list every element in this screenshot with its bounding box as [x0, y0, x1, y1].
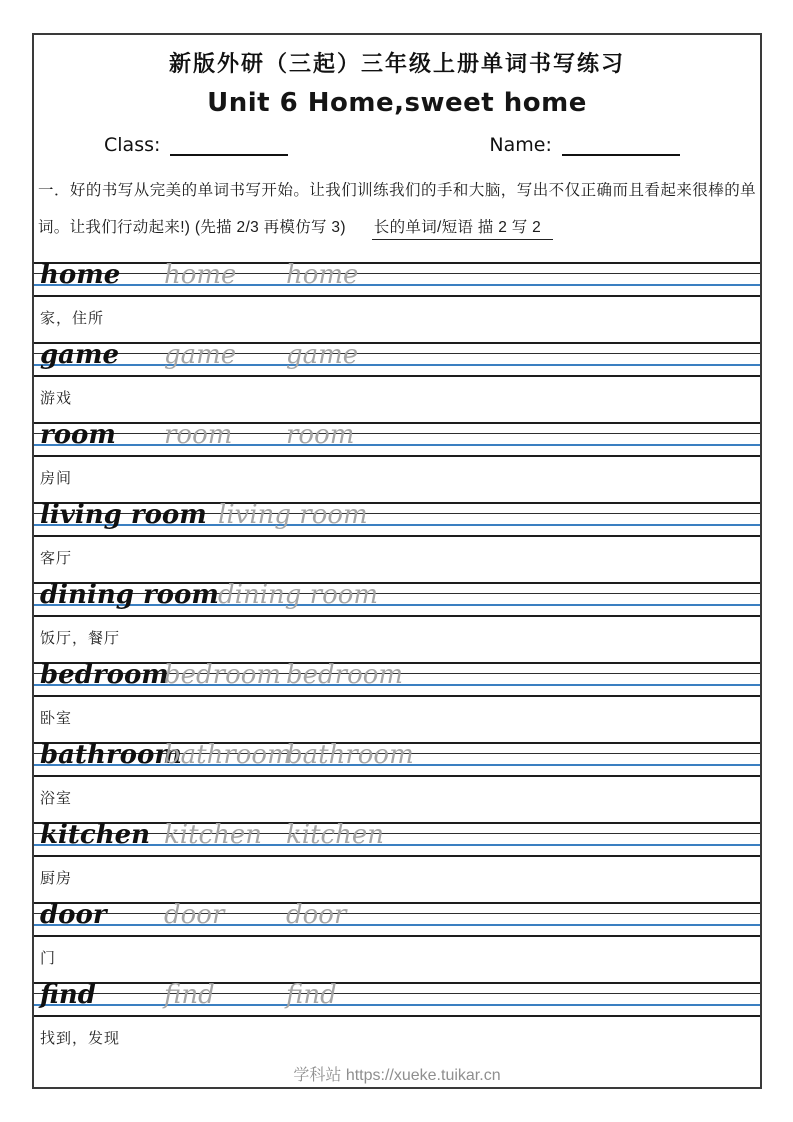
staff-line-baseline-blue [34, 364, 760, 366]
staff-line-top [34, 902, 760, 904]
writing-staff [34, 422, 760, 457]
word-trace: door [164, 900, 225, 930]
staff-line-top [34, 982, 760, 984]
page-title: 新版外研（三起）三年级上册单词书写练习 [168, 51, 625, 76]
unit-subtitle: Unit 6 Home,sweet home [207, 88, 587, 118]
word-trace: find [164, 980, 215, 1010]
word-trace: bedroom [164, 660, 282, 690]
word-meaning: 找到，发现 [40, 1031, 121, 1047]
name-blank-line [562, 132, 680, 156]
word-meaning: 客厅 [40, 551, 73, 567]
staff-line-middle [34, 433, 760, 434]
staff-line-middle [34, 353, 760, 354]
word-sample: bedroom [40, 660, 169, 690]
staff-line-top [34, 342, 760, 344]
class-group [104, 132, 288, 156]
staff-line-bottom [34, 695, 760, 697]
writing-staff [34, 822, 760, 857]
word-trace: room [286, 420, 355, 450]
word-sample: living room [40, 500, 207, 530]
class-name-row [34, 132, 760, 156]
watermark-text: 学科站 https://xueke.tuikar.cn [293, 1067, 501, 1084]
writing-staff [34, 502, 760, 537]
staff-line-top [34, 422, 760, 424]
word-sample: dining room [40, 580, 219, 610]
word-trace: bathroom [164, 740, 292, 770]
staff-line-bottom [34, 295, 760, 297]
word-sample: game [40, 340, 120, 370]
word-sample: bathroom [40, 740, 182, 770]
word-trace: home [286, 260, 359, 290]
staff-line-bottom [34, 375, 760, 377]
staff-line-baseline-blue [34, 284, 760, 286]
practice-row [34, 262, 760, 328]
practice-row [34, 822, 760, 888]
class-label: Class: [104, 134, 161, 156]
staff-line-bottom [34, 855, 760, 857]
staff-line-bottom [34, 455, 760, 457]
page-border [32, 33, 762, 1089]
practice-row [34, 582, 760, 648]
word-sample: find [40, 980, 96, 1010]
staff-line-bottom [34, 1015, 760, 1017]
writing-staff [34, 582, 760, 617]
word-meaning: 饭厅，餐厅 [40, 631, 121, 647]
writing-staff [34, 982, 760, 1017]
class-blank-line [170, 132, 288, 156]
word-trace: home [164, 260, 237, 290]
word-trace: kitchen [286, 820, 384, 850]
word-meaning: 家，住所 [40, 311, 105, 327]
practice-row [34, 422, 760, 488]
word-sample: kitchen [40, 820, 151, 850]
staff-line-bottom [34, 535, 760, 537]
practice-row [34, 342, 760, 408]
word-trace: bedroom [286, 660, 404, 690]
writing-staff [34, 902, 760, 937]
staff-line-bottom [34, 775, 760, 777]
staff-line-bottom [34, 615, 760, 617]
instructions-main: 一．好的书写从完美的单词书写开始。让我们训练我们的手和大脑，写出不仅正确而且看起来很棒的单词。让我们行动起来!) (先描 2/3 再模仿写 3) [38, 182, 756, 236]
word-trace: game [164, 340, 237, 370]
word-trace: living room [218, 500, 368, 530]
staff-line-middle [34, 913, 760, 914]
instructions-text [34, 172, 760, 246]
word-sample: room [40, 420, 116, 450]
practice-row [34, 662, 760, 728]
staff-line-baseline-blue [34, 1004, 760, 1006]
word-meaning: 厨房 [40, 871, 73, 887]
practice-row [34, 742, 760, 808]
word-sample: home [40, 260, 121, 290]
staff-line-bottom [34, 935, 760, 937]
name-group [489, 132, 679, 156]
word-sample: door [40, 900, 107, 930]
word-meaning: 浴室 [40, 791, 73, 807]
writing-staff [34, 662, 760, 697]
name-label: Name: [489, 134, 552, 156]
practice-row [34, 982, 760, 1048]
writing-staff [34, 342, 760, 377]
staff-line-top [34, 262, 760, 264]
word-meaning: 房间 [40, 471, 73, 487]
word-trace: dining room [218, 580, 379, 610]
practice-rows [34, 262, 760, 1048]
word-trace: kitchen [164, 820, 262, 850]
practice-row [34, 502, 760, 568]
staff-line-middle [34, 993, 760, 994]
staff-line-middle [34, 273, 760, 274]
practice-row [34, 902, 760, 968]
word-trace: game [286, 340, 359, 370]
word-meaning: 门 [40, 951, 57, 967]
staff-line-baseline-blue [34, 444, 760, 446]
word-trace: door [286, 900, 347, 930]
word-trace: room [164, 420, 233, 450]
instructions-underline: 长的单词/短语 描 2 写 2 [372, 219, 553, 240]
staff-line-baseline-blue [34, 924, 760, 926]
writing-staff [34, 262, 760, 297]
word-trace: bathroom [286, 740, 414, 770]
word-trace: find [286, 980, 337, 1010]
worksheet [34, 35, 760, 1085]
word-meaning: 游戏 [40, 391, 73, 407]
word-meaning: 卧室 [40, 711, 73, 727]
writing-staff [34, 742, 760, 777]
